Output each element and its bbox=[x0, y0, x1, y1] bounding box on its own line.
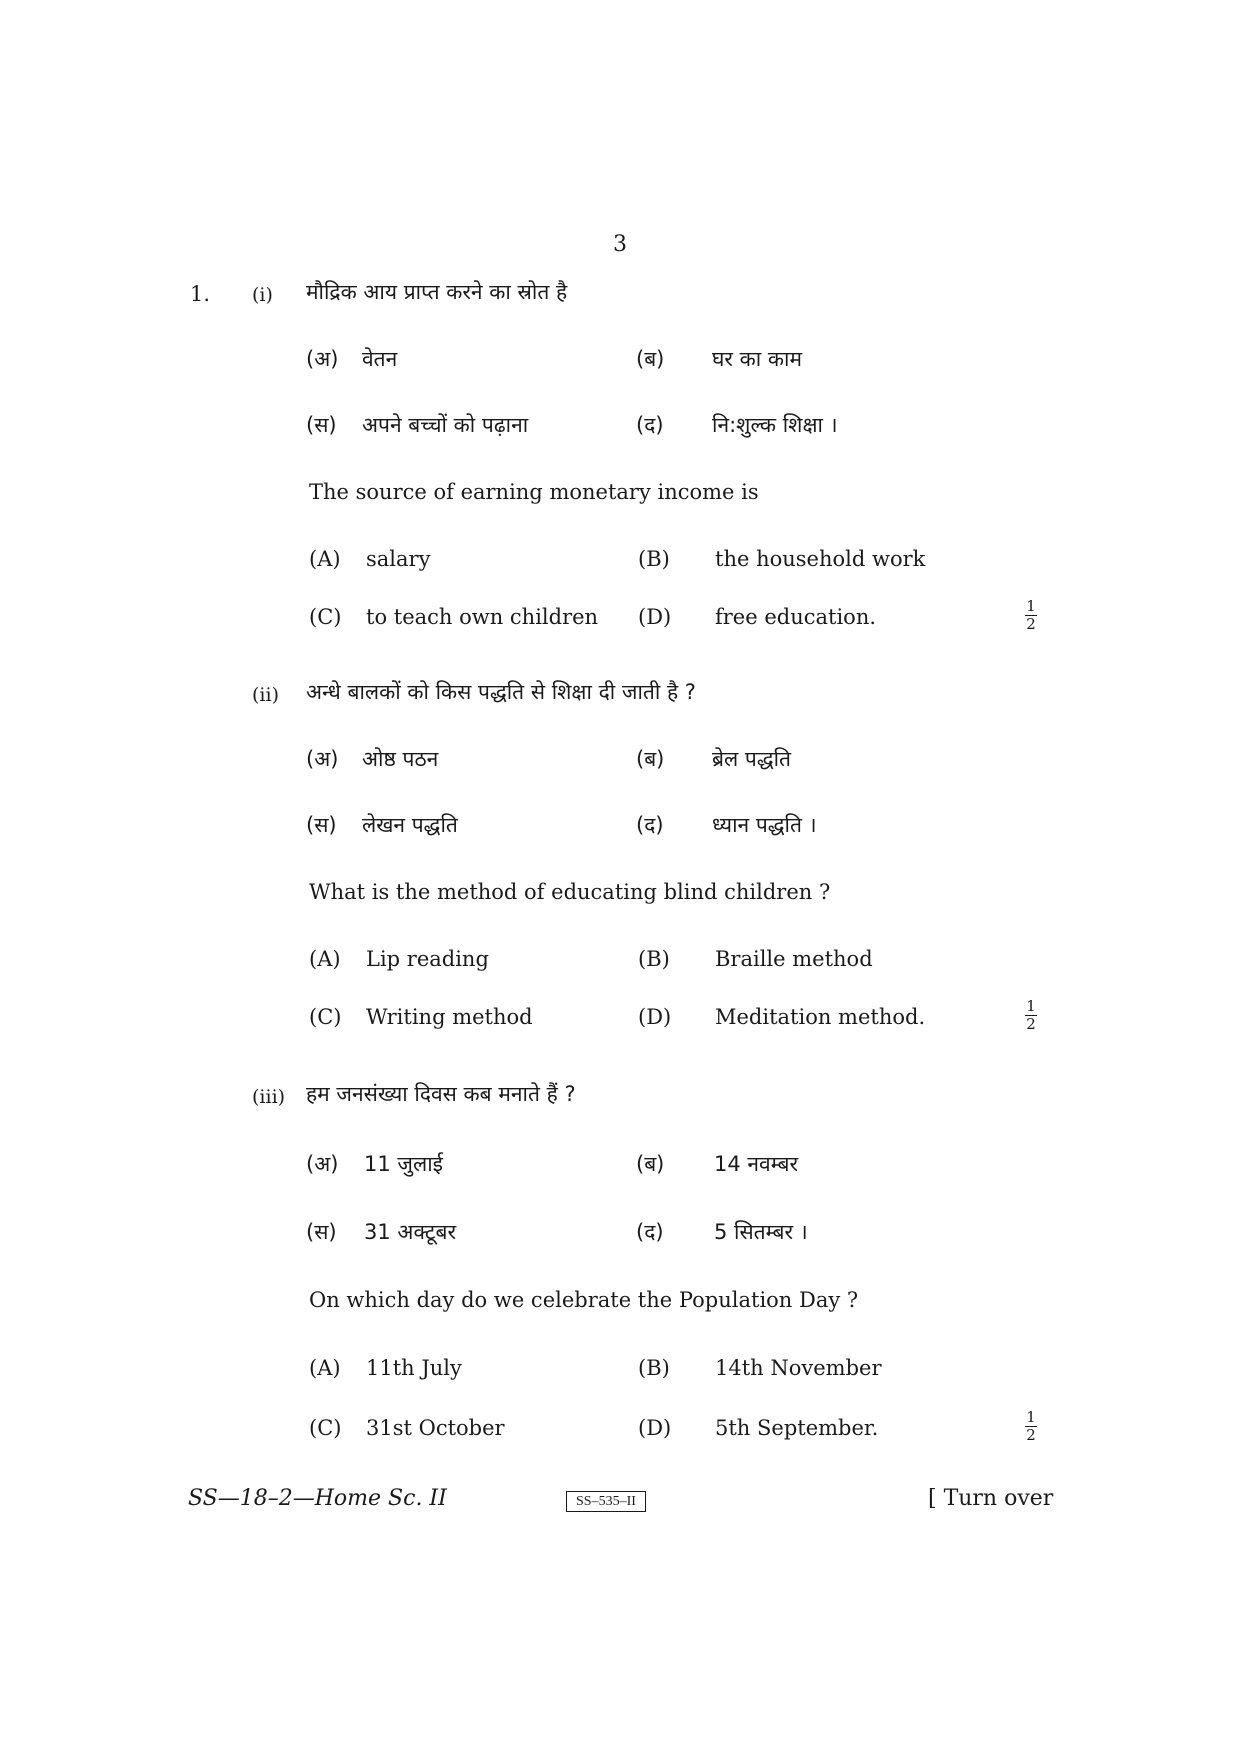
hindi-question-text: हम जनसंख्या दिवस कब मनाते हैं ? bbox=[306, 1082, 576, 1106]
option-label: (B) bbox=[638, 1356, 670, 1380]
option-text: free education. bbox=[715, 605, 877, 629]
page-number: 3 bbox=[613, 232, 627, 257]
option-text: 14 नवम्बर bbox=[714, 1152, 799, 1176]
option-label: (द) bbox=[636, 1220, 664, 1244]
english-question-text: What is the method of educating blind children ? bbox=[309, 880, 831, 904]
option-label: (द) bbox=[636, 813, 664, 837]
marks-fraction bbox=[1025, 1410, 1037, 1443]
marks-denominator: 2 bbox=[1026, 1426, 1036, 1444]
option-text: 31st October bbox=[366, 1416, 505, 1440]
turn-over-label: [ Turn over bbox=[928, 1486, 1054, 1511]
marks-numerator: 1 bbox=[1026, 1408, 1036, 1426]
option-text: Writing method bbox=[366, 1005, 533, 1029]
marks-fraction bbox=[1025, 599, 1037, 632]
option-label: (अ) bbox=[306, 747, 339, 771]
option-text: घर का काम bbox=[712, 347, 803, 371]
option-text: ओष्ठ पठन bbox=[362, 747, 439, 771]
option-label: (A) bbox=[309, 547, 341, 571]
option-label: (D) bbox=[638, 1005, 672, 1029]
option-label: (स) bbox=[306, 1220, 337, 1244]
option-label: (D) bbox=[638, 1416, 672, 1440]
option-text: 5 सितम्बर । bbox=[714, 1220, 808, 1244]
option-label: (अ) bbox=[306, 347, 339, 371]
option-text: to teach own children bbox=[366, 605, 599, 629]
marks-denominator: 2 bbox=[1026, 615, 1036, 633]
footer-code-box: SS–535–II bbox=[566, 1491, 646, 1512]
option-text: 14th November bbox=[715, 1356, 882, 1380]
marks-numerator: 1 bbox=[1026, 597, 1036, 615]
option-text: Braille method bbox=[715, 947, 873, 971]
option-text: salary bbox=[366, 547, 431, 571]
sub-question-label: (iii) bbox=[252, 1086, 286, 1108]
option-label: (C) bbox=[309, 1005, 342, 1029]
option-label: (C) bbox=[309, 1416, 342, 1440]
english-question-text: The source of earning monetary income is bbox=[309, 480, 759, 504]
english-question-text: On which day do we celebrate the Population Day ? bbox=[309, 1288, 859, 1312]
option-text: 11th July bbox=[366, 1356, 462, 1380]
footer-paper-code: SS—18–2—Home Sc. II bbox=[188, 1486, 447, 1511]
marks-numerator: 1 bbox=[1026, 997, 1036, 1015]
option-label: (ब) bbox=[636, 1152, 665, 1176]
option-text: ध्यान पद्धति । bbox=[712, 813, 817, 837]
marks-denominator: 2 bbox=[1026, 1015, 1036, 1033]
option-text: 11 जुलाई bbox=[364, 1152, 443, 1176]
option-label: (D) bbox=[638, 605, 672, 629]
hindi-question-text: अन्धे बालकों को किस पद्धति से शिक्षा दी जाती है ? bbox=[306, 680, 696, 704]
sub-question-label: (ii) bbox=[252, 684, 279, 706]
option-label: (ब) bbox=[636, 347, 665, 371]
option-label: (A) bbox=[309, 947, 341, 971]
option-label: (स) bbox=[306, 413, 337, 437]
option-label: (द) bbox=[636, 413, 664, 437]
marks-fraction bbox=[1025, 999, 1037, 1032]
option-label: (अ) bbox=[306, 1152, 339, 1176]
option-text: ब्रेल पद्धति bbox=[712, 747, 792, 771]
option-text: वेतन bbox=[362, 347, 398, 371]
hindi-question-text: मौद्रिक आय प्राप्त करने का स्रोत है bbox=[306, 280, 568, 304]
option-text: Lip reading bbox=[366, 947, 489, 971]
option-label: (स) bbox=[306, 813, 337, 837]
option-label: (A) bbox=[309, 1356, 341, 1380]
option-label: (B) bbox=[638, 547, 670, 571]
option-text: the household work bbox=[715, 547, 926, 571]
option-text: 5th September. bbox=[715, 1416, 879, 1440]
option-text: Meditation method. bbox=[715, 1005, 926, 1029]
option-text: लेखन पद्धति bbox=[362, 813, 458, 837]
option-text: 31 अक्टूबर bbox=[364, 1220, 457, 1244]
option-label: (C) bbox=[309, 605, 342, 629]
option-text: अपने बच्चों को पढ़ाना bbox=[362, 413, 529, 437]
sub-question-label: (i) bbox=[252, 284, 273, 306]
option-label: (ब) bbox=[636, 747, 665, 771]
question-number: 1. bbox=[190, 282, 211, 306]
option-label: (B) bbox=[638, 947, 670, 971]
option-text: नि:शुल्क शिक्षा । bbox=[712, 413, 838, 437]
